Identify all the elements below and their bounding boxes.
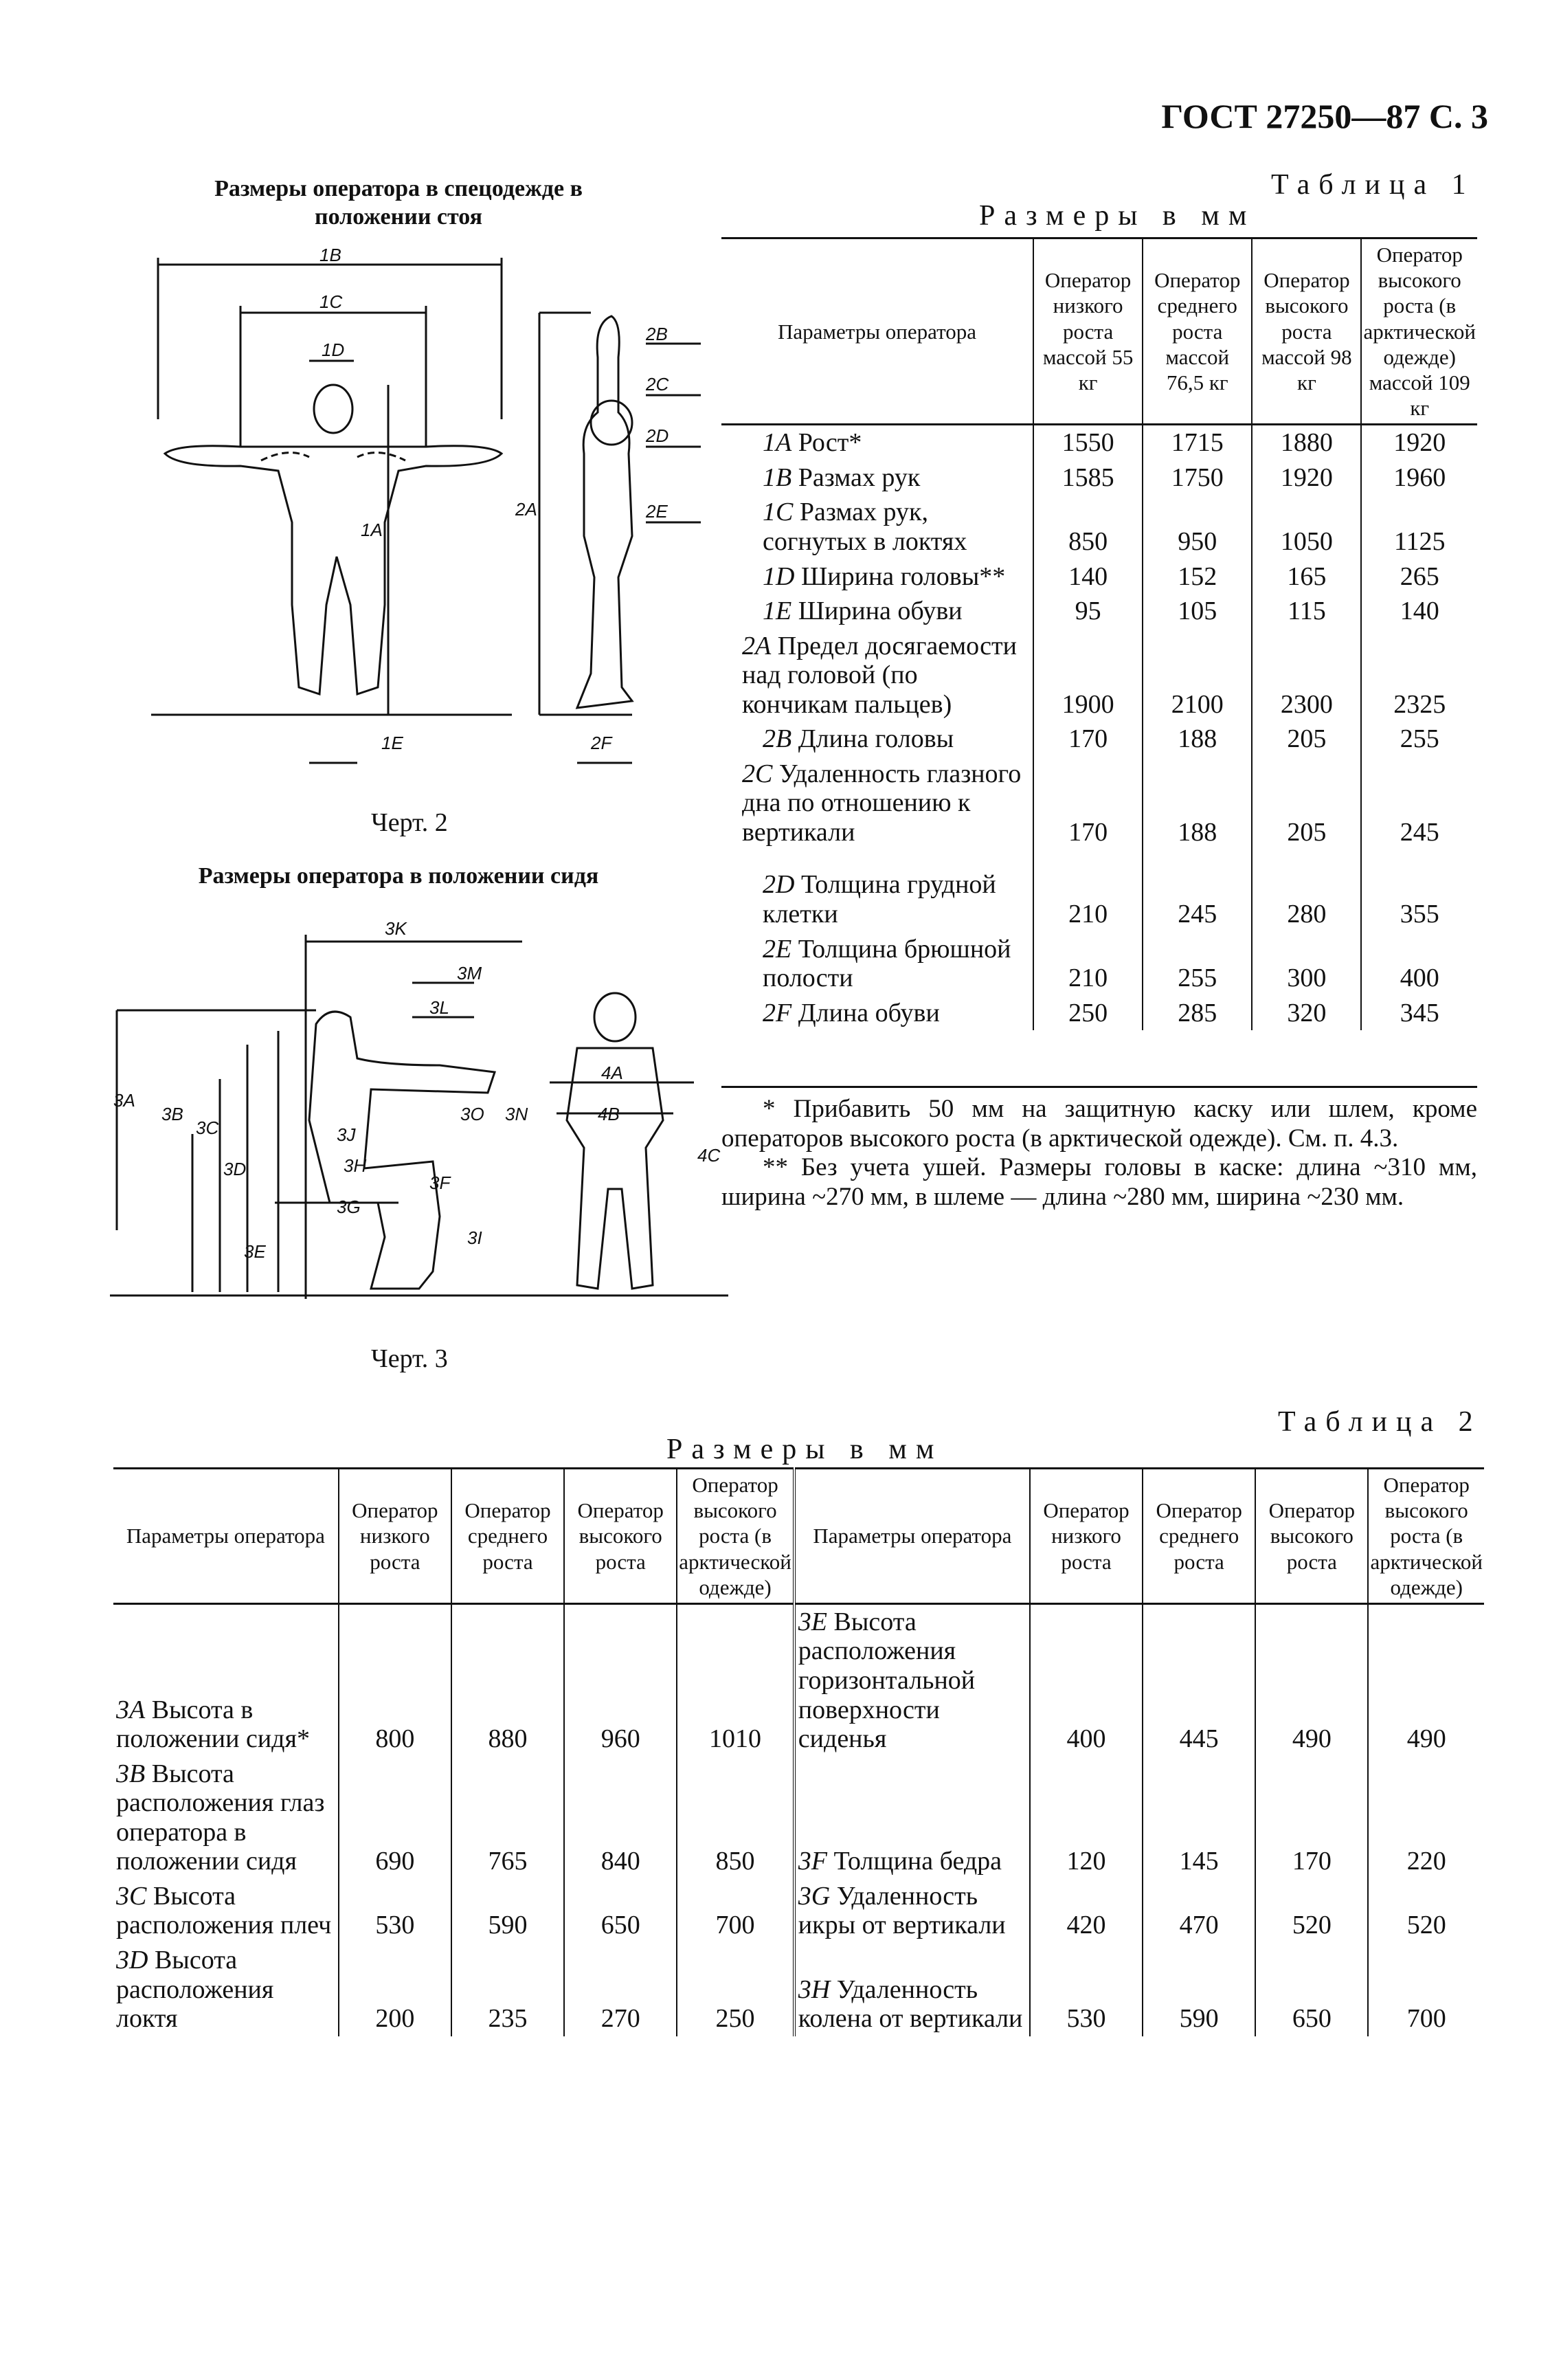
cell: 800: [339, 1603, 451, 1756]
cell: 2325: [1361, 629, 1477, 722]
dim-1D: 1D: [322, 340, 345, 360]
cell: 1050: [1252, 495, 1361, 559]
row-code: 2B: [763, 724, 792, 754]
cell: 650: [1255, 1943, 1368, 2036]
dim-3A: 3A: [113, 1090, 135, 1111]
cell: 530: [1030, 1943, 1143, 2036]
row-code: 3E: [798, 1607, 827, 1636]
row-code: 3B: [116, 1759, 146, 1788]
cell: 245: [1143, 867, 1252, 931]
figure3-label: Черт. 3: [371, 1344, 448, 1373]
cell: 170: [1033, 722, 1143, 757]
row-name: Рост*: [798, 428, 862, 458]
figure2-drawing: [137, 247, 701, 797]
table1-note-2: ** Без учета ушей. Размеры головы в каске: длина ~310 мм, ширина ~270 мм, в шлеме — длина ~280 мм, ширина ~230 мм.: [721, 1153, 1477, 1211]
cell: 120: [1030, 1757, 1143, 1879]
cell: 1920: [1361, 425, 1477, 460]
row-code: 1E: [763, 597, 792, 626]
cell: 420: [1030, 1879, 1143, 1943]
dim-3F: 3F: [429, 1172, 451, 1193]
cell: 145: [1143, 1757, 1255, 1879]
table2-header: Оператор среднего роста: [451, 1469, 564, 1604]
table-row: [113, 1757, 1484, 1879]
dim-3E: 3E: [244, 1241, 266, 1262]
table-row: [721, 460, 1477, 496]
cell: 590: [451, 1879, 564, 1943]
cell: 205: [1252, 757, 1361, 850]
table1-header-row: [721, 238, 1477, 425]
row-code: 3D: [116, 1945, 148, 1975]
table-row: [721, 559, 1477, 594]
dim-3B: 3B: [161, 1104, 183, 1124]
dim-3N: 3N: [505, 1104, 528, 1124]
table1-header: Оператор низкого роста массой 55 кг: [1033, 238, 1143, 425]
cell: 490: [1255, 1603, 1368, 1756]
cell: 355: [1361, 867, 1477, 931]
cell: 1715: [1143, 425, 1252, 460]
cell: 445: [1143, 1603, 1255, 1756]
table2-header: Оператор высокого роста (в арктической одежде): [677, 1469, 794, 1604]
figure2-label: Черт. 2: [371, 808, 448, 837]
row-code: 3A: [116, 1695, 146, 1724]
dim-3H: 3H: [344, 1155, 367, 1176]
cell: 105: [1143, 594, 1252, 629]
table2: [113, 1467, 1484, 2036]
table1-header: Оператор высокого роста массой 98 кг: [1252, 238, 1361, 425]
table1-header: Параметры оператора: [721, 238, 1033, 425]
row-code: 3G: [798, 1881, 831, 1911]
table-row: [721, 867, 1477, 931]
cell: 950: [1143, 495, 1252, 559]
cell: 188: [1143, 722, 1252, 757]
cell: 115: [1252, 594, 1361, 629]
cell: 285: [1143, 996, 1252, 1031]
cell: 200: [339, 1943, 451, 2036]
cell: 170: [1033, 757, 1143, 850]
row-name: Размах рук: [798, 463, 921, 492]
table-row: [721, 629, 1477, 722]
cell: 1900: [1033, 629, 1143, 722]
dim-2E: 2E: [646, 501, 668, 522]
table2-header: Оператор низкого роста: [1030, 1469, 1143, 1604]
cell: 1880: [1252, 425, 1361, 460]
cell: 700: [1368, 1943, 1484, 2036]
table-row: [113, 1603, 1484, 1756]
row-code: 1C: [763, 498, 794, 527]
cell: 210: [1033, 932, 1143, 996]
table2-header: Оператор низкого роста: [339, 1469, 451, 1604]
table2-header: Оператор среднего роста: [1143, 1469, 1255, 1604]
cell: 345: [1361, 996, 1477, 1031]
cell: 840: [564, 1757, 677, 1879]
dim-2C: 2C: [646, 374, 669, 394]
cell: 400: [1361, 932, 1477, 996]
cell: 255: [1143, 932, 1252, 996]
cell: 188: [1143, 757, 1252, 850]
row-name: Высота расположения локтя: [116, 1945, 274, 2034]
dim-4B: 4B: [598, 1104, 620, 1124]
row-code: 2E: [763, 934, 792, 964]
cell: 300: [1252, 932, 1361, 996]
row-code: 1B: [763, 463, 792, 492]
cell: 235: [451, 1943, 564, 2036]
row-name: Высота в положении сидя*: [116, 1695, 310, 1754]
dim-1E: 1E: [381, 733, 403, 753]
cell: 880: [451, 1603, 564, 1756]
cell: 210: [1033, 867, 1143, 931]
cell: 265: [1361, 559, 1477, 594]
cell: 1125: [1361, 495, 1477, 559]
row-name: Удаленность колена от вертикали: [798, 1975, 1023, 2034]
cell: 520: [1368, 1879, 1484, 1943]
row-code: 2A: [742, 631, 772, 660]
table1-note-1: * Прибавить 50 мм на защитную каску или шлем, кроме операторов высокого роста (в арктической одежде). См. п. 4.3.: [721, 1095, 1477, 1153]
dim-2F: 2F: [591, 733, 612, 753]
cell: 690: [339, 1757, 451, 1879]
cell: 270: [564, 1943, 677, 2036]
dim-1C: 1C: [319, 291, 343, 312]
row-name: Длина обуви: [798, 998, 940, 1027]
table2-header: Оператор высокого роста: [1255, 1469, 1368, 1604]
dim-3J: 3J: [337, 1124, 356, 1145]
row-code: 3F: [798, 1847, 827, 1876]
cell: 220: [1368, 1757, 1484, 1879]
cell: 1010: [677, 1603, 794, 1756]
cell: 700: [677, 1879, 794, 1943]
cell: 650: [564, 1879, 677, 1943]
figure3-caption: Размеры оператора в положении сидя: [198, 863, 599, 889]
cell: 850: [1033, 495, 1143, 559]
page-header: ГОСТ 27250—87 С. 3: [1161, 97, 1488, 135]
row-name: Ширина обуви: [798, 597, 963, 626]
cell: 2100: [1143, 629, 1252, 722]
row-name: Толщина брюшной полости: [763, 934, 1011, 993]
row-name: Длина головы: [798, 724, 954, 754]
table-row: [721, 722, 1477, 757]
cell: 255: [1361, 722, 1477, 757]
row-name: Ширина головы**: [800, 561, 1006, 591]
row-code: 2F: [763, 998, 792, 1027]
dim-2B: 2B: [646, 324, 668, 344]
cell: 1920: [1252, 460, 1361, 496]
dim-3D: 3D: [223, 1159, 247, 1179]
dim-2D: 2D: [646, 425, 669, 446]
table1-title: Таблица 1: [1271, 169, 1475, 201]
cell: 140: [1033, 559, 1143, 594]
cell: 250: [677, 1943, 794, 2036]
row-name: Высота расположения глаз оператора в положении сидя: [116, 1759, 325, 1876]
row-code: 1A: [763, 428, 792, 458]
cell: 205: [1252, 722, 1361, 757]
cell: 1585: [1033, 460, 1143, 496]
cell: 520: [1255, 1879, 1368, 1943]
table1-header: Оператор высокого роста (в арктической одежде) массой 109 кг: [1361, 238, 1477, 425]
table2-title: Таблица 2: [1278, 1406, 1482, 1438]
cell: 250: [1033, 996, 1143, 1031]
cell: 400: [1030, 1603, 1143, 1756]
row-name: Удаленность икры от вертикали: [798, 1881, 1006, 1940]
cell: 765: [451, 1757, 564, 1879]
table2-units: Размеры в мм: [666, 1434, 943, 1465]
cell: 170: [1255, 1757, 1368, 1879]
row-name: Предел досягаемости над головой (по кончикам пальцев): [742, 631, 1017, 719]
cell: 2300: [1252, 629, 1361, 722]
dim-3M: 3M: [457, 963, 482, 983]
dim-3C: 3C: [196, 1117, 219, 1138]
cell: 490: [1368, 1603, 1484, 1756]
table-row: [721, 425, 1477, 460]
table1-header: Оператор среднего роста массой 76,5 кг: [1143, 238, 1252, 425]
cell: 320: [1252, 996, 1361, 1031]
dim-2A: 2A: [515, 499, 537, 520]
cell: 152: [1143, 559, 1252, 594]
dim-3L: 3L: [429, 997, 449, 1018]
table2-header-row: [113, 1469, 1484, 1604]
cell: 590: [1143, 1943, 1255, 2036]
row-code: 1D: [763, 561, 795, 591]
cell: 470: [1143, 1879, 1255, 1943]
dim-3O: 3O: [460, 1104, 484, 1124]
figure3-drawing: [110, 914, 728, 1313]
table-row: [721, 996, 1477, 1031]
cell: 245: [1361, 757, 1477, 850]
cell: 165: [1252, 559, 1361, 594]
table2-header: Параметры оператора: [113, 1469, 339, 1604]
dim-3K: 3K: [385, 918, 407, 939]
table-row: [113, 1943, 1484, 2036]
cell: 960: [564, 1603, 677, 1756]
table2-header: Оператор высокого роста: [564, 1469, 677, 1604]
cell: 850: [677, 1757, 794, 1879]
dim-1A: 1A: [361, 520, 383, 540]
table-row: [721, 757, 1477, 850]
figure2-caption: Размеры оператора в спецодежде в положении стоя: [214, 176, 583, 230]
cell: 530: [339, 1879, 451, 1943]
table1: [721, 237, 1477, 1030]
row-name: Удаленность глазного дна по отношению к вертикали: [742, 759, 1022, 847]
row-code: 3H: [798, 1975, 831, 2004]
row-name: Высота расположения горизонтальной поверхности сиденья: [798, 1607, 976, 1754]
cell: 1750: [1143, 460, 1252, 496]
row-code: 2D: [763, 870, 795, 900]
row-name: Высота расположения плеч: [116, 1881, 332, 1940]
table1-units: Размеры в мм: [979, 200, 1256, 232]
cell: 1960: [1361, 460, 1477, 496]
table-row-spacer: [721, 849, 1477, 867]
cell: 95: [1033, 594, 1143, 629]
row-name: Толщина бедра: [833, 1847, 1002, 1876]
dim-3I: 3I: [467, 1227, 482, 1248]
cell: 140: [1361, 594, 1477, 629]
dim-3G: 3G: [337, 1197, 361, 1217]
table-row: [721, 932, 1477, 996]
table1-notes: [721, 1086, 1477, 1212]
row-name: Толщина грудной клетки: [763, 870, 996, 928]
table-row: [113, 1879, 1484, 1943]
row-name: Размах рук, согнутых в локтях: [763, 498, 967, 556]
table-row: [721, 594, 1477, 629]
dim-4C: 4C: [697, 1145, 721, 1166]
row-code: 2C: [742, 759, 773, 788]
table2-header: Оператор высокого роста (в арктической одежде): [1368, 1469, 1484, 1604]
table2-header: Параметры оператора: [794, 1469, 1030, 1604]
cell: 280: [1252, 867, 1361, 931]
cell: 1550: [1033, 425, 1143, 460]
dim-4A: 4A: [601, 1063, 623, 1083]
table-row: [721, 495, 1477, 559]
dim-1B: 1B: [319, 245, 341, 265]
row-code: 3C: [116, 1881, 147, 1911]
